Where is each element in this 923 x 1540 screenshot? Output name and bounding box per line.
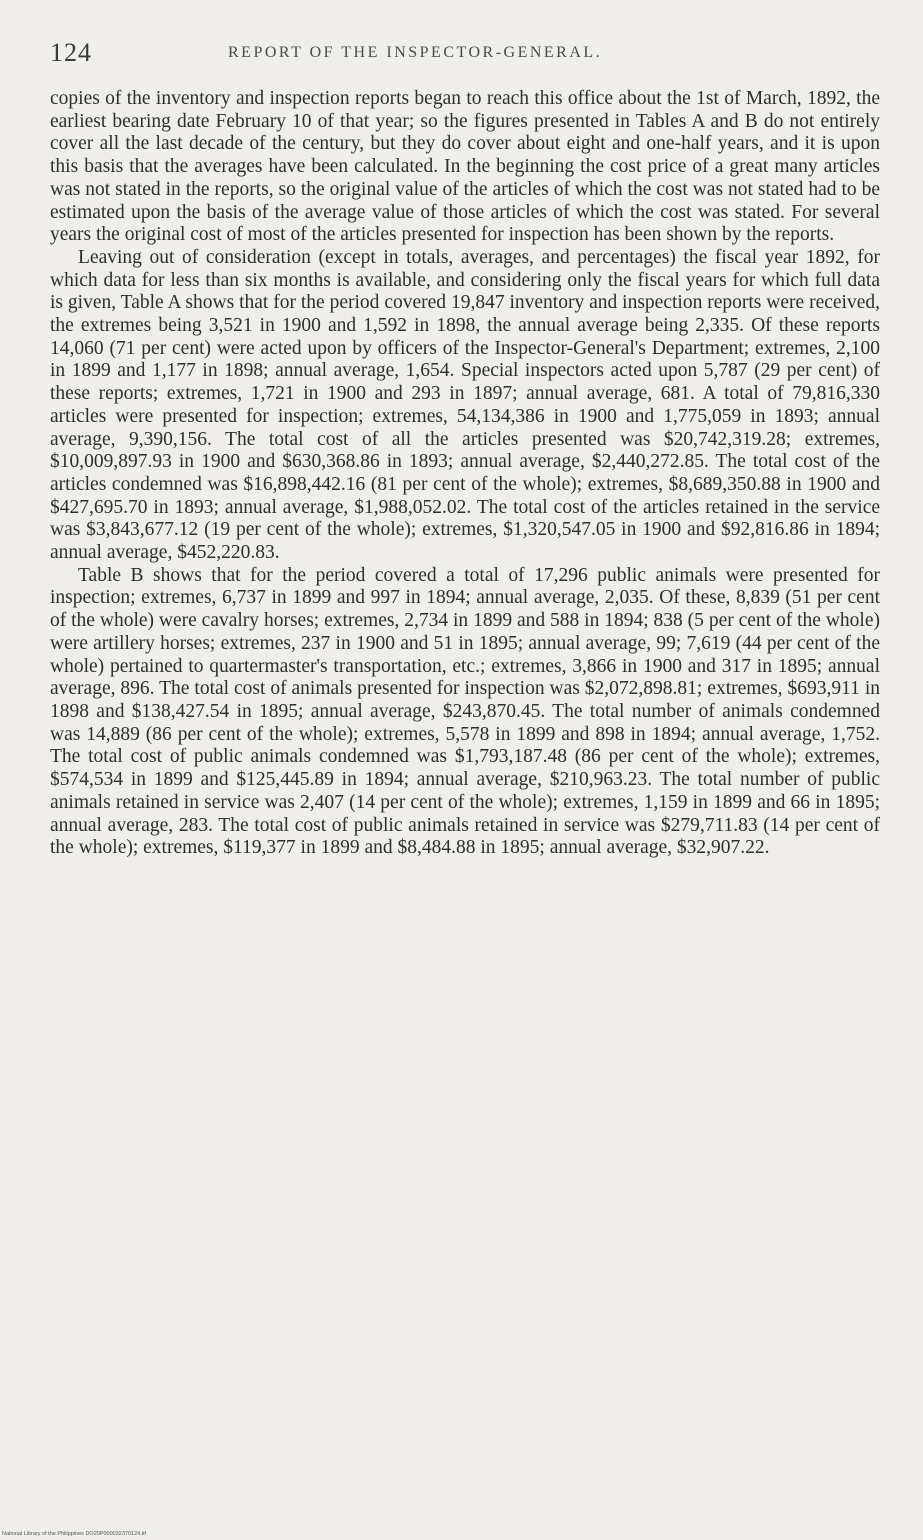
page-header (50, 38, 880, 78)
paragraph-continuation: copies of the inventory and inspection reports began to reach this office about the 1st of March, 1892, the earliest bearing date February 10 of that year; so the figures presented in Tables A and B do not entirely cover all the last decade of the century, but they do cover about eight and one-half years, and it is upon this basis that the averages have been calculated. In the beginning the cost price of a great many articles was not stated in the reports, so the original value of the articles of which the cost was not stated had to be estimated upon the basis of the average value of those articles of which the cost was stated. For several years the original cost of most of the articles presented for inspection has been shown by the reports. (50, 88, 880, 246)
page-number: 124 (50, 38, 92, 67)
running-head: REPORT OF THE INSPECTOR-GENERAL. (228, 44, 603, 61)
body-text (50, 88, 880, 860)
scan-footer-note: National Library of the Philippines DO20P000032370124.tif (2, 1531, 147, 1537)
paragraph-table-b: Table B shows that for the period covered a total of 17,296 public animals were presented for inspection; extremes, 6,737 in 1899 and 997 in 1894; annual average, 2,035. Of these, 8,839 (51 per cent of the whole) were cavalry horses; extremes, 2,734 in 1899 and 588 in 1894; 838 (5 per cent of the whole) were artillery horses; extremes, 237 in 1900 and 51 in 1895; annual average, 99; 7,619 (44 per cent of the whole) pertained to quartermaster's transportation, etc.; extremes, 3,866 in 1900 and 317 in 1895; annual average, 896. The total cost of animals presented for inspection was $2,072,898.81; extremes, $693,911 in 1898 and $138,427.54 in 1895; annual average, $243,870.45. The total number of animals condemned was 14,889 (86 per cent of the whole); extremes, 5,578 in 1899 and 898 in 1894; annual average, 1,752. The total cost of public animals condemned was $1,793,187.48 (86 per cent of the whole); extremes, $574,534 in 1899 and $125,445.89 in 1894; annual average, $210,963.23. The total number of public animals retained in service was 2,407 (14 per cent of the whole); extremes, 1,159 in 1899 and 66 in 1895; annual average, 283. The total cost of public animals retained in service was $279,711.83 (14 per cent of the whole); extremes, $119,377 in 1899 and $8,484.88 in 1895; annual average, $32,907.22. (50, 564, 880, 859)
paragraph-table-a: Leaving out of consideration (except in totals, averages, and percentages) the fiscal year 1892, for which data for less than six months is available, and considering only the fiscal years for which full data is given, Table A shows that for the period covered 19,847 inventory and inspection reports were received, the extremes being 3,521 in 1900 and 1,592 in 1898, the annual average being 2,335. Of these reports 14,060 (71 per cent) were acted upon by officers of the Inspector-General's Department; extremes, 2,100 in 1899 and 1,177 in 1898; annual average, 1,654. Special inspectors acted upon 5,787 (29 per cent) of these reports; extremes, 1,721 in 1900 and 293 in 1897; annual average, 681. A total of 79,816,330 articles were presented for inspection; extremes, 54,134,386 in 1900 and 1,775,059 in 1893; annual average, 9,390,156. The total cost of all the articles presented was $20,742,319.28; extremes, $10,009,897.93 in 1900 and $630,368.86 in 1893; annual average, $2,440,272.85. The total cost of the articles condemned was $16,898,442.16 (81 per cent of the whole); extremes, $8,689,350.88 in 1900 and $427,695.70 in 1893; annual average, $1,988,052.02. The total cost of the articles retained in the service was $3,843,677.12 (19 per cent of the whole); extremes, $1,320,547.05 in 1900 and $92,816.86 in 1894; annual average, $452,220.83. (50, 246, 880, 564)
